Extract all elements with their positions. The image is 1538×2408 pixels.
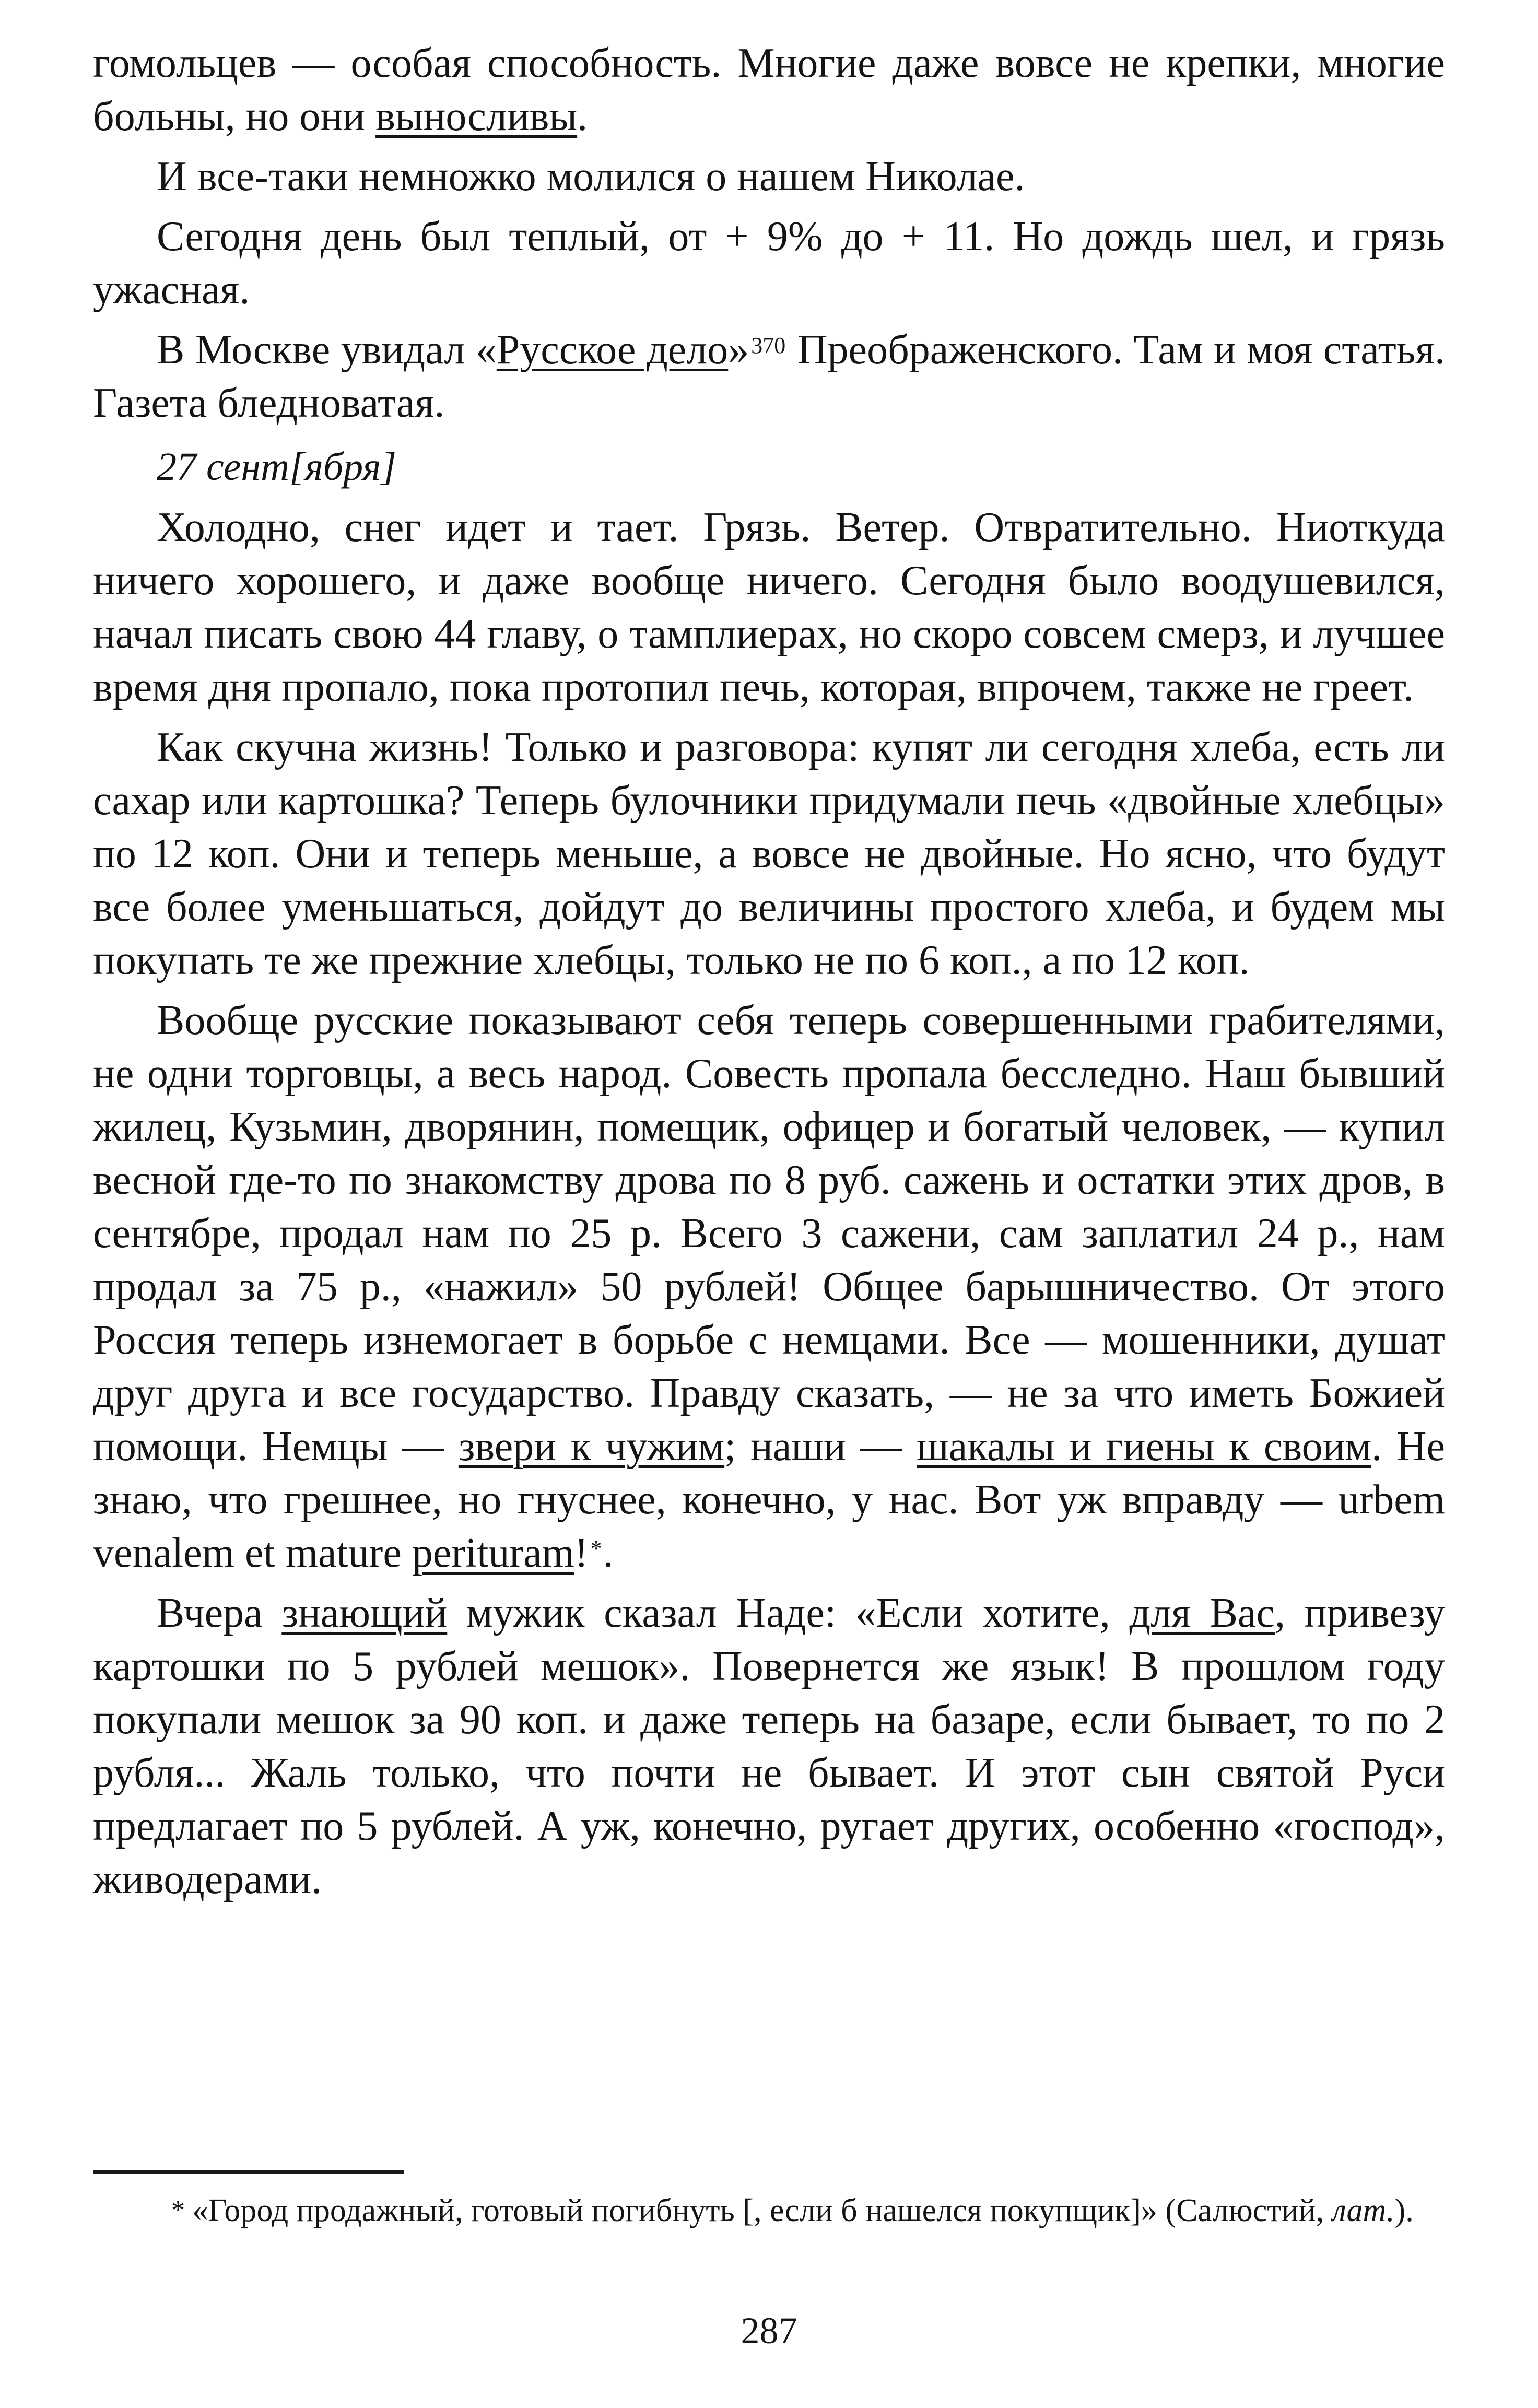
underlined-phrase: для Вас — [1129, 1590, 1275, 1636]
footnote-lang: лат. — [1332, 2193, 1395, 2228]
text-run: 27 сент[ября] — [157, 445, 397, 489]
paragraph-p8 — [93, 1587, 1445, 1906]
text-run: » — [728, 327, 749, 373]
underlined-phrase: звери к чужим — [458, 1424, 725, 1470]
page-body — [93, 37, 1445, 1913]
endnote-reference: 370 — [751, 333, 786, 358]
text-run: ; наши — — [724, 1424, 917, 1470]
paragraph-p7 — [93, 994, 1445, 1580]
page-number: 287 — [741, 2310, 797, 2352]
text-run: Вообще русские показывают себя теперь совершенными грабителями, не одни торговцы, а весь народ. Совесть пропала бесследно. Наш бывший жилец, Кузьмин, дворянин, помещик, офицер и богатый человек, — купил весной где-то по знакомству дрова по 8 руб. сажень и остатки этих дров, в сентябре, продал нам по 25 р. Всего 3 сажени, сам заплатил 24 р., нам продал за 75 р., «нажил» 50 рублей! Общее барышничество. От этого Россия теперь изнемогает в борьбе с немцами. Все — мошенники, душат друг друга и все государство. Правду сказать, — не за что иметь Божией помощи. Немцы — — [93, 997, 1445, 1470]
paragraph-p3 — [93, 210, 1445, 316]
footnote-end: ). — [1394, 2193, 1414, 2228]
underlined-phrase: знающий — [281, 1590, 448, 1636]
text-run: . — [603, 1530, 614, 1576]
paragraph-p6 — [93, 721, 1445, 987]
paragraph-p1 — [93, 37, 1445, 143]
text-run: Вчера — [157, 1590, 282, 1636]
footnote-marker: * — [171, 2195, 185, 2225]
paragraph-p4 — [93, 323, 1445, 430]
underlined-phrase: perituram — [412, 1530, 574, 1576]
text-run: Преображенского. Там и моя статья. Газета бледноватая. — [93, 327, 1445, 426]
text-run: ! — [574, 1530, 589, 1576]
text-run: . Не знаю, что грешнее, но гнуснее, конечно, у нас. Вот уж вправду — urbem venalem et mature — [93, 1424, 1446, 1576]
text-run: Холодно, снег идет и тает. Грязь. Ветер. Отвратительно. Ниоткуда ничего хорошего, и даже вообще ничего. Сегодня было воодушевился, начал писать свою 44 главу, о тамплиерах, но скоро совсем смерз, и лучшее время дня пропало, пока протопил печь, которая, впрочем, также не греет. — [93, 504, 1445, 710]
text-run: гомольцев — особая способность. Многие даже вовсе не крепки, многие больны, но они — [93, 40, 1445, 139]
footnote-reference: * — [590, 1536, 602, 1561]
text-run: мужик сказал Наде: «Если хотите, — [447, 1590, 1130, 1636]
paragraph-p2 — [93, 150, 1445, 203]
text-run: Как скучна жизнь! Только и разговора: купят ли сегодня хлеба, есть ли сахар или картошка? Теперь булочники придумали печь «двойные хлебцы» по 12 коп. Они и теперь меньше, а вовсе не двойные. Но ясно, что будут все более уменьшаться, дойдут до величины простого хлеба, и будем мы покупать те же прежние хлебцы, только не по 6 коп., а по 12 коп. — [93, 724, 1445, 983]
text-run: , привезу картошки по 5 рублей мешок». Повернется же язык! В прошлом году покупали мешок за 90 коп. и даже теперь на базаре, если бывает, то по 2 рубля... Жаль только, что почти не бывает. И этот сын святой Руси предлагает по 5 рублей. А уж, конечно, ругает других, особенно «господ», живодерами. — [93, 1590, 1446, 1902]
underlined-phrase: шакалы и гиены к своим — [917, 1424, 1372, 1470]
footnote-text: «Город продажный, готовый погибнуть [, если б нашелся покупщик]» (Салюстий, — [192, 2193, 1332, 2228]
footnote-separator — [93, 2170, 404, 2174]
text-run: . — [577, 93, 588, 139]
text-run: И все-таки немножко молился о нашем Николае. — [157, 154, 1025, 199]
underlined-phrase: выносливы — [375, 93, 578, 139]
paragraph-p5 — [93, 501, 1445, 714]
underlined-phrase: Русское дело — [496, 327, 729, 373]
text-run: В Москве увидал « — [157, 327, 497, 373]
date-heading — [157, 440, 1445, 494]
footnote — [93, 2186, 1445, 2235]
text-run: Сегодня день был теплый, от + 9% до + 11. Но дождь шел, и грязь ужасная. — [93, 214, 1445, 313]
